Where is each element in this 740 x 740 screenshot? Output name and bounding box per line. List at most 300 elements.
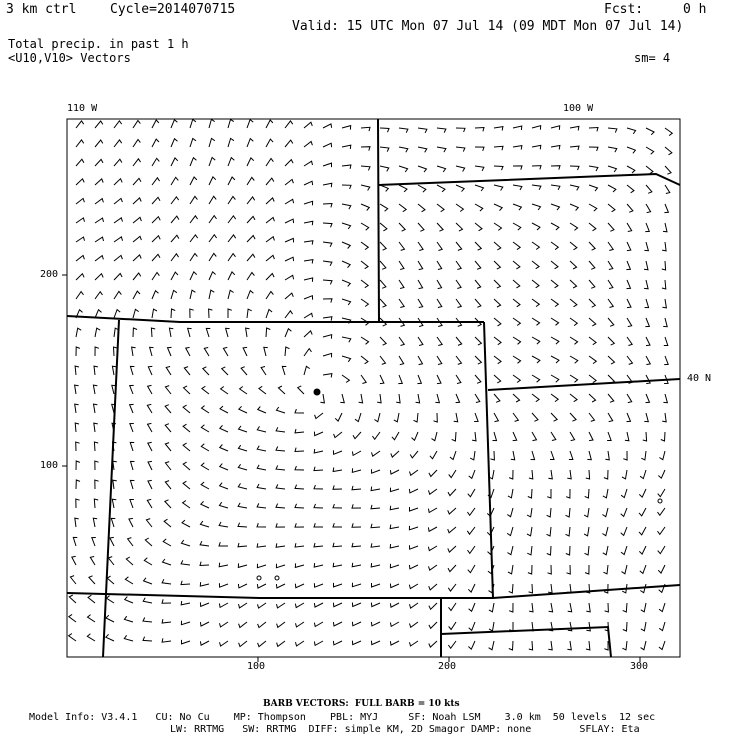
wind-barb xyxy=(209,216,217,223)
model-info-line2: LW: RRTMG SW: RRTMG DIFF: simple KM, 2D Smagor DAMP: none SFLAY: Eta xyxy=(170,724,640,735)
wind-barb xyxy=(608,147,617,152)
wind-barb xyxy=(226,328,230,337)
wind-barb xyxy=(658,565,665,573)
field-title-vectors: <U10,V10> Vectors xyxy=(8,51,131,65)
wind-barb xyxy=(569,451,573,460)
wind-barb xyxy=(238,483,247,489)
wind-barb xyxy=(95,256,103,261)
wind-barb xyxy=(532,337,540,344)
wind-barb xyxy=(76,499,80,508)
wind-barb xyxy=(241,367,247,375)
wind-barb xyxy=(532,413,538,421)
wind-barb xyxy=(662,299,666,308)
wind-barb xyxy=(200,602,209,606)
wind-barb xyxy=(114,237,123,242)
wind-barb xyxy=(295,485,304,489)
wind-barb xyxy=(209,158,215,167)
wind-barb xyxy=(285,275,294,280)
wind-barb xyxy=(410,603,419,608)
wind-barb xyxy=(551,166,560,170)
model-info-line1: Model Info: V3.4.1 CU: No Cu MP: Thompson PBL: MYJ SF: Noah LSM 3.0 km 50 levels 12 sec xyxy=(29,712,656,723)
wind-barb xyxy=(133,140,140,148)
wind-barb xyxy=(315,413,323,419)
wind-barb xyxy=(608,242,613,251)
wind-barb xyxy=(585,489,589,498)
wind-barb xyxy=(532,318,540,325)
wind-barb xyxy=(323,143,332,147)
wind-barb xyxy=(228,177,235,185)
wind-barb xyxy=(437,261,442,270)
wind-barb xyxy=(238,503,247,508)
wind-barb xyxy=(566,489,570,498)
wind-barb xyxy=(410,507,419,511)
wind-barb xyxy=(626,261,630,270)
wind-barb xyxy=(162,579,171,584)
wind-barb xyxy=(114,198,122,204)
wind-barb xyxy=(113,461,117,470)
wind-barb xyxy=(570,223,578,230)
wind-barb xyxy=(359,394,363,403)
wind-barb xyxy=(340,394,344,403)
wind-barb xyxy=(494,204,502,211)
wind-barb xyxy=(551,318,559,325)
wind-barb xyxy=(190,309,194,318)
wind-barb xyxy=(125,597,133,603)
wind-barb xyxy=(467,508,475,515)
wind-barb xyxy=(627,223,632,232)
wind-barb xyxy=(528,489,532,498)
wind-barb xyxy=(532,185,541,190)
wind-barb xyxy=(239,603,248,608)
wind-barb xyxy=(566,546,570,555)
wind-barb xyxy=(412,432,419,440)
wind-barb xyxy=(374,413,380,422)
wind-barb xyxy=(209,119,215,128)
wind-barb xyxy=(209,309,213,318)
wind-barb xyxy=(296,641,305,646)
wind-barb xyxy=(88,615,96,622)
wind-barb xyxy=(608,185,616,192)
wind-barb xyxy=(390,470,399,474)
wind-barb xyxy=(475,185,484,191)
smoothing-label: sm= 4 xyxy=(634,51,671,65)
cycle-label: Cycle=2014070715 xyxy=(110,2,236,17)
wind-barb xyxy=(133,309,139,318)
wind-barb xyxy=(489,603,494,612)
wind-barb xyxy=(276,543,285,547)
wind-barb xyxy=(513,185,522,190)
wind-barb xyxy=(494,337,501,345)
wind-barb xyxy=(531,451,535,460)
wind-barb xyxy=(570,356,578,363)
wind-barb xyxy=(456,394,460,403)
wind-barb xyxy=(76,179,84,185)
wind-barb xyxy=(380,356,386,364)
wind-barb xyxy=(190,139,196,148)
wind-barb xyxy=(469,470,475,478)
wind-barb xyxy=(428,508,437,513)
wind-barb xyxy=(570,299,577,307)
wind-barb xyxy=(570,318,577,326)
wind-barb xyxy=(475,223,482,231)
wind-barb xyxy=(608,280,613,289)
wind-barb xyxy=(152,254,160,261)
wind-barb xyxy=(394,413,399,422)
wind-barb xyxy=(547,508,551,517)
wind-barb xyxy=(90,557,95,566)
wind-barb xyxy=(570,375,578,382)
wind-barb xyxy=(285,179,293,185)
wind-barb xyxy=(147,404,152,413)
wind-barb xyxy=(410,545,419,549)
wind-barb xyxy=(314,603,323,607)
wind-barb xyxy=(201,444,209,451)
wind-barb xyxy=(264,347,268,356)
wind-barb xyxy=(342,126,351,130)
wind-barb xyxy=(171,309,175,318)
wind-barb xyxy=(266,159,273,167)
wind-barb xyxy=(414,413,419,422)
wind-barb xyxy=(437,128,446,133)
wind-barb xyxy=(399,280,404,289)
wind-barb xyxy=(220,425,228,432)
wind-barb xyxy=(507,527,513,536)
wind-barb xyxy=(202,406,210,413)
wind-barb xyxy=(285,257,294,261)
wind-barb xyxy=(333,450,342,454)
wind-barb xyxy=(639,527,646,535)
wind-barb xyxy=(246,328,250,337)
wind-barb xyxy=(222,367,228,375)
wind-barb xyxy=(220,641,229,646)
wind-barb xyxy=(95,199,103,204)
wind-barb xyxy=(371,543,380,547)
wind-barb xyxy=(277,641,285,646)
wind-barb xyxy=(314,622,323,627)
wind-barb xyxy=(128,538,133,546)
wind-barb xyxy=(399,299,404,308)
wind-barb xyxy=(334,432,342,438)
wind-barb xyxy=(589,185,598,191)
wind-barb xyxy=(143,637,152,641)
wind-barb xyxy=(550,451,554,460)
wind-barb xyxy=(323,299,332,303)
wind-barb xyxy=(361,127,370,131)
wind-barb xyxy=(456,166,465,172)
wind-barb xyxy=(567,584,571,593)
wind-barb xyxy=(377,394,381,403)
wind-barb xyxy=(418,299,423,308)
wind-barb xyxy=(644,280,648,289)
wind-barb xyxy=(528,565,532,574)
wind-barb xyxy=(95,480,99,489)
wind-barb xyxy=(428,527,437,531)
wind-barb xyxy=(238,523,247,527)
wind-barb xyxy=(603,565,608,574)
forecast-hour-label: Fcst: xyxy=(604,2,644,17)
wind-barb xyxy=(399,204,406,212)
wind-barb xyxy=(627,128,636,134)
wind-barb xyxy=(266,237,274,242)
wind-barb xyxy=(95,328,100,337)
wind-barb xyxy=(551,204,560,210)
wind-barb xyxy=(547,489,551,498)
wind-barb xyxy=(475,299,481,307)
wind-barb xyxy=(190,196,197,204)
wind-barb xyxy=(76,237,85,242)
wind-barb xyxy=(147,499,152,508)
wind-barb xyxy=(644,242,648,251)
wind-barb xyxy=(247,236,255,243)
wind-barb xyxy=(352,486,361,490)
wind-barb xyxy=(181,621,190,625)
wind-barb xyxy=(76,461,80,470)
wind-barb xyxy=(589,413,595,421)
wind-barb xyxy=(627,394,632,403)
wind-barb xyxy=(429,641,437,647)
wind-barb xyxy=(239,426,248,432)
wind-barb xyxy=(532,375,540,382)
wind-barb xyxy=(608,394,614,402)
wind-barb xyxy=(513,432,517,441)
wind-barb xyxy=(314,543,323,547)
wind-barb xyxy=(304,221,313,225)
wind-barb xyxy=(361,204,369,211)
wind-barb xyxy=(152,197,160,204)
wind-barb xyxy=(352,563,361,567)
wind-barb xyxy=(437,356,442,365)
wind-barb xyxy=(107,576,114,584)
wind-barb xyxy=(94,366,98,375)
wind-barb xyxy=(664,204,668,213)
wind-barb xyxy=(323,242,332,247)
model-name: 3 km ctrl xyxy=(6,2,77,17)
wind-barb xyxy=(304,241,313,245)
wind-barb xyxy=(133,217,141,223)
wind-barb xyxy=(640,565,646,573)
wind-barb xyxy=(623,603,627,612)
wind-barb xyxy=(448,584,456,591)
wind-barb xyxy=(333,485,342,489)
wind-barb xyxy=(304,313,313,318)
wind-barb xyxy=(342,375,349,383)
wind-barb xyxy=(130,480,134,489)
wind-barb xyxy=(494,318,501,326)
wind-barb xyxy=(380,299,386,307)
wind-barb xyxy=(494,166,503,170)
wind-barb xyxy=(361,356,368,364)
wind-barb xyxy=(183,501,190,509)
wind-barb xyxy=(627,204,633,212)
wind-barb xyxy=(190,158,196,166)
wind-barb xyxy=(608,337,614,345)
wind-barb xyxy=(342,145,351,149)
wind-barb xyxy=(130,404,134,413)
wind-barb xyxy=(266,255,274,261)
wind-barb xyxy=(551,223,559,230)
wind-barb xyxy=(475,128,484,132)
wind-barb xyxy=(333,523,342,527)
wind-barb xyxy=(69,595,76,603)
wind-barb xyxy=(342,242,350,249)
wind-barb xyxy=(285,140,293,147)
wind-barb xyxy=(548,470,552,479)
wind-barb xyxy=(372,469,381,473)
wind-barb xyxy=(152,178,160,185)
wind-barb xyxy=(429,622,437,628)
wind-barb xyxy=(449,622,456,630)
wind-barb xyxy=(399,261,404,270)
wind-barb xyxy=(584,527,589,536)
wind-barb xyxy=(133,178,141,185)
wind-barb xyxy=(644,413,648,422)
wind-barb xyxy=(467,527,475,534)
wind-barb xyxy=(589,147,598,151)
wind-barb xyxy=(258,641,266,647)
wind-barb xyxy=(276,465,285,470)
wind-barb xyxy=(285,199,294,204)
wind-barb xyxy=(513,337,521,344)
wind-barb xyxy=(266,120,273,128)
wind-barb xyxy=(209,177,216,185)
wind-barb xyxy=(247,120,253,128)
wind-barb xyxy=(371,563,380,567)
wind-barb xyxy=(181,601,190,605)
wind-barb xyxy=(372,451,381,456)
wind-barb xyxy=(323,163,332,167)
wind-barb xyxy=(640,470,646,479)
wind-barb xyxy=(646,356,650,365)
wind-barb xyxy=(551,432,556,441)
wind-barb xyxy=(76,159,84,166)
wind-barb xyxy=(182,640,191,644)
wind-barb xyxy=(333,543,342,547)
wind-barb xyxy=(448,508,456,514)
wind-barb xyxy=(106,615,114,622)
wind-barb xyxy=(298,386,304,394)
wind-barb xyxy=(285,347,290,356)
wind-barb xyxy=(418,147,427,152)
wind-barb xyxy=(468,546,476,553)
wind-barb xyxy=(276,447,285,452)
wind-barb xyxy=(200,541,209,546)
wind-barb xyxy=(622,470,627,479)
wind-barb xyxy=(399,128,408,133)
wind-barb xyxy=(295,543,304,547)
wind-barb xyxy=(437,299,442,308)
wind-barb xyxy=(641,622,646,631)
wind-barb xyxy=(266,310,272,319)
wind-barb xyxy=(567,641,571,650)
wind-barb xyxy=(304,161,313,166)
wind-barb xyxy=(239,622,247,628)
wind-barb xyxy=(304,260,313,264)
wind-barb xyxy=(182,520,190,527)
wind-barb xyxy=(448,489,456,496)
wind-barb xyxy=(266,328,270,337)
wind-barb xyxy=(204,348,209,357)
wind-barb xyxy=(257,426,266,432)
wind-barb xyxy=(165,424,171,432)
wind-barb xyxy=(399,242,405,250)
wind-barb xyxy=(604,641,608,650)
wind-barb xyxy=(429,584,437,590)
wind-barb xyxy=(183,481,190,489)
wind-barb xyxy=(390,506,399,510)
wind-barb xyxy=(342,185,351,189)
wind-barb xyxy=(663,394,667,403)
wind-barb xyxy=(570,204,578,211)
wind-barb xyxy=(380,261,386,269)
wind-barb xyxy=(282,366,286,375)
wind-barb xyxy=(323,280,332,284)
wind-barb xyxy=(409,584,418,589)
wind-barb xyxy=(304,349,312,356)
wind-barb xyxy=(129,518,133,527)
wind-barb xyxy=(665,185,670,194)
wind-barb xyxy=(323,124,332,128)
wind-barb xyxy=(171,177,178,185)
wind-barb xyxy=(527,527,532,536)
wind-barb xyxy=(586,470,590,479)
wind-barb xyxy=(75,385,79,394)
wind-barb xyxy=(627,280,631,289)
wind-barb xyxy=(323,204,332,208)
wind-barb xyxy=(646,394,650,403)
wind-barb xyxy=(566,508,571,517)
wind-barb xyxy=(148,442,152,451)
wind-barb xyxy=(475,280,481,288)
wind-barb xyxy=(602,508,608,517)
wind-barb xyxy=(239,641,247,647)
wind-barb xyxy=(429,489,438,494)
wind-barb xyxy=(456,242,462,250)
wind-barb xyxy=(448,527,456,533)
wind-barb xyxy=(437,223,443,231)
wind-barb xyxy=(644,261,648,270)
wind-barb xyxy=(295,584,304,588)
wind-barb xyxy=(165,405,171,413)
wind-barb xyxy=(410,641,419,646)
wind-barb xyxy=(570,261,577,269)
wind-barb xyxy=(662,280,666,289)
wind-barb xyxy=(513,318,520,326)
wind-barb xyxy=(513,261,520,269)
wind-barb xyxy=(278,386,285,394)
wind-barb xyxy=(608,261,613,270)
wind-barb xyxy=(469,622,475,630)
wind-barb xyxy=(353,432,361,439)
wind-barb xyxy=(314,467,323,471)
wind-barb xyxy=(162,638,171,642)
wind-barb xyxy=(627,147,635,153)
wind-barb xyxy=(110,537,114,546)
wind-barb xyxy=(114,159,122,166)
wind-barb xyxy=(570,185,579,190)
wind-barb xyxy=(148,385,152,394)
wind-barb xyxy=(529,470,533,479)
wind-barb xyxy=(390,641,399,645)
wind-barb xyxy=(454,413,458,422)
wind-barb xyxy=(261,367,266,376)
wind-barb xyxy=(494,394,500,402)
wind-barb xyxy=(220,445,228,452)
wind-barb xyxy=(114,274,122,281)
wind-barb xyxy=(494,375,501,383)
wind-barb xyxy=(285,160,293,166)
wind-barb xyxy=(240,387,247,395)
wind-barb xyxy=(323,183,332,187)
